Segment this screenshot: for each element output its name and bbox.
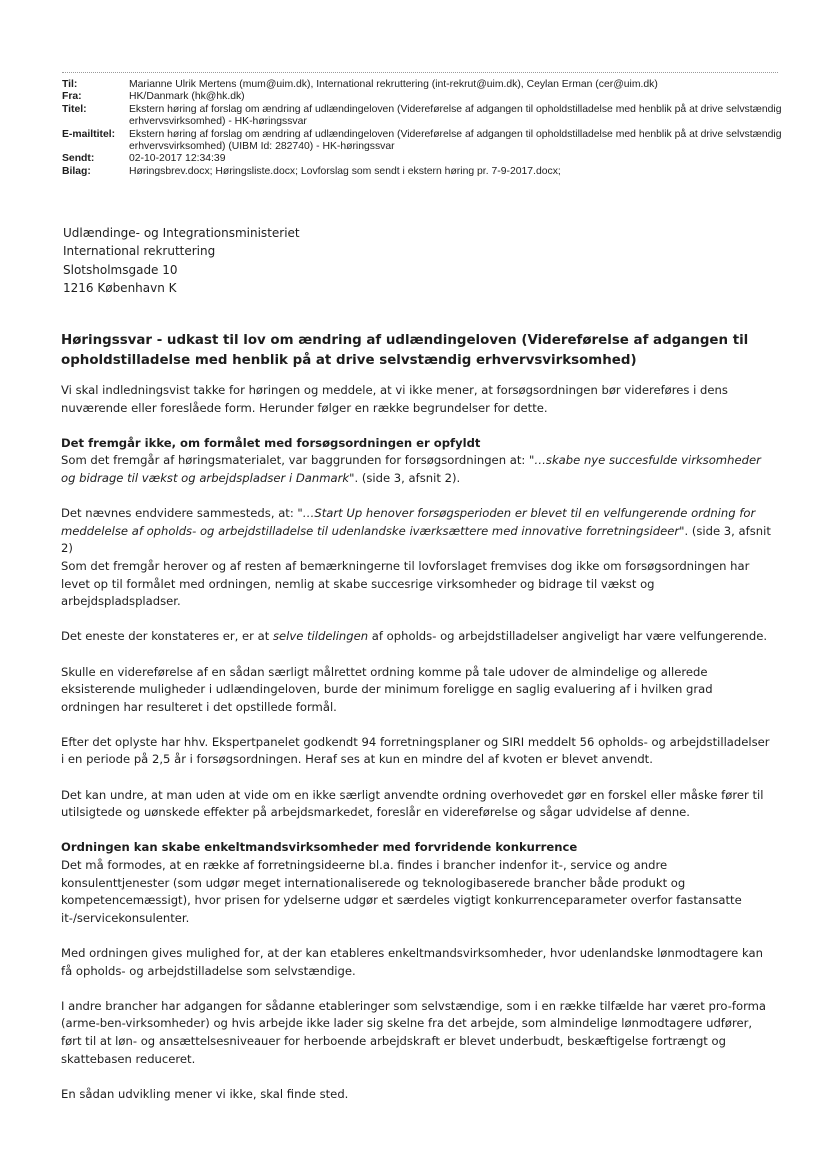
letter-title: Høringssvar - udkast til lov om ændring af udlændingeloven (Videreførelse af adgangen til opholdstilladelse med henblik på at drive selvstændig erhvervsvirksomhed) — [61, 333, 749, 368]
header-row-email-title — [62, 129, 782, 154]
recipient-address — [63, 224, 300, 298]
email-header — [62, 79, 782, 178]
paragraph-other-industries: I andre brancher har adgangen for sådanne etableringer som selvstændige, som i en række tilfælde har været pro-forma (arme-ben-virksomheder) og hvis arbejde ikke lader sig skelne fra det arbejde, som almindelige lønmodtagere udfører, ført til at løn- og ansættelsesniveauer for herboende arbejdskraft er blevet underbudt, beskæftigelse fortrængt og skattebasen reduceret. — [61, 998, 767, 1066]
header-row-attachments — [62, 166, 782, 178]
paragraph-industries: Det må formodes, at en række af forretningsideerne bl.a. findes i brancher indenfor it-, service og andre konsulenttjenester (som udgør meget internationaliserede og teknologibaserede brancher både produkt og kompetencemæssigt), hvor prisen for ydelserne udgør et særdeles vigtigt konkurrenceparameter overfor fastansatte it-/servicekonsulenter. — [61, 858, 742, 925]
from-label: Fra: — [62, 91, 82, 103]
section-heading-competition: Ordningen kan skabe enkeltmandsvirksomheder med forvridende konkurrence — [61, 840, 578, 855]
paragraph-purpose-unmet: Som det fremgår herover og af resten af bemærkningerne til lovforslaget fremvises dog ikke om forsøgsordningen har levet op til formålet med ordningen, nemlig at skabe succesrige virksomheder og bidrage til vækst og arbejdspladspladser. — [61, 558, 750, 609]
p4-text-b: af opholds- og arbejdstilladelser angiveligt har være velfungerende. — [368, 629, 768, 644]
title-label: Titel: — [62, 103, 87, 115]
section-heading-purpose: Det fremgår ikke, om formålet med forsøgsordningen er opfyldt — [61, 435, 481, 450]
to-value: Marianne Ulrik Mertens (mum@uim.dk), International rekruttering (int-rekrut@uim.dk), Ceylan Erman (cer@uim.dk) — [129, 79, 658, 90]
p2-text-a: Det nævnes endvidere sammesteds, at: " — [61, 506, 303, 521]
paragraph-only-allocation — [61, 628, 771, 646]
title-value: Ekstern høring af forslag om ændring af udlændingeloven (Videreførelse af adgangen til opholdstilladelse med henblik på at drive selvstændig erhvervsvirksomhed) - HK-høringssvar — [129, 103, 782, 128]
p4-text-a: Det eneste der konstateres er, er at — [61, 629, 273, 644]
email-title-label: E-mailtitel: — [62, 128, 116, 140]
email-title-value: Ekstern høring af forslag om ændring af udlændingeloven (Videreførelse af adgangen til opholdstilladelse med henblik på at drive selvstændig erhvervsvirksomhed) (UIBM Id: 282740) - HK-høringssvar — [129, 128, 782, 153]
from-value: HK/Danmark (hk@hk.dk) — [129, 91, 245, 103]
attachments-label: Bilag: — [62, 165, 91, 177]
sent-value: 02-10-2017 12:34:39 — [129, 153, 226, 165]
attachments-value: Høringsbrev.docx; Høringsliste.docx; Lovforslag som sendt i ekstern høring pr. 7-9-2017.docx; — [129, 165, 561, 177]
header-row-from — [62, 91, 782, 103]
paragraph-background — [61, 452, 771, 487]
p2-quote: …Start Up henover forsøgsperioden er blevet til en velfungerende ordning for meddelelse af opholds- og arbejdstilladelse til udenlandske iværksættere med innovative forretningsideer — [61, 506, 756, 538]
address-line-3: Slotsholmsgade 10 — [63, 262, 178, 277]
p1-text-a: Som det fremgår af høringsmaterialet, var baggrunden for forsøgsordningen at: " — [61, 453, 535, 468]
p2-text-b: ". (side 3, afsnit 2) — [61, 523, 771, 556]
sent-label: Sendt: — [62, 153, 95, 165]
p4-emphasis: selve tildelingen — [272, 629, 369, 644]
to-label: Til: — [62, 79, 78, 90]
paragraph-statistics: Efter det oplyste har hhv. Ekspertpanelet godkendt 94 forretningsplaner og SIRI meddelt 56 opholds- og arbejdstilladelser i en periode på 2,5 år i forsøgsordningen. Heraf ses at kun en mindre del af kvoten er blevet anvendt. — [61, 734, 770, 767]
header-row-sent — [62, 153, 782, 165]
address-line-1: Udlændinge- og Integrationsministeriet — [63, 226, 300, 240]
paragraph-conclusion: En sådan udvikling mener vi ikke, skal finde sted. — [61, 1086, 349, 1101]
paragraph-sole-proprietorships: Med ordningen gives mulighed for, at der kan etableres enkeltmandsvirksomheder, hvor udenlandske lønmodtagere kan få opholds- og arbejdstilladelse som selvstændige. — [61, 946, 763, 978]
letter-body — [61, 331, 771, 1121]
header-row-to — [62, 79, 782, 91]
intro-paragraph: Vi skal indledningsvist takke for høringen og meddele, at vi ikke mener, at forsøgsordningen bør videreføres i dens nuværende eller foreslåede form. Herunder følger en række begrundelser for dette. — [61, 383, 728, 415]
address-line-4: 1216 København K — [63, 281, 177, 296]
paragraph-startup-quote — [61, 505, 771, 558]
p1-quote: …skabe nye succesfulde virksomheder og bidrage til vækst og arbejdspladser i Danmark — [61, 453, 761, 485]
header-row-title — [62, 104, 782, 129]
paragraph-concern: Det kan undre, at man uden at vide om en ikke særligt anvendte ordning overhovedet gør en forskel eller måske fører til utilsigtede og uønskede effekter på arbejdsmarkedet, foreslår en videreførelse og sågar udvidelse af denne. — [61, 787, 764, 820]
paragraph-evaluation: Skulle en videreførelse af en sådan særligt målrettet ordning komme på tale udover de almindelige og allerede eksisterende muligheder i udlændingeloven, burde der minimum foreligge en saglig evaluering af i hvilken grad ordningen har resulteret i det opstillede formål. — [61, 664, 713, 714]
header-divider — [62, 72, 778, 73]
address-line-2: International rekruttering — [63, 244, 216, 259]
p1-text-b: ". (side 3, afsnit 2). — [349, 470, 461, 485]
